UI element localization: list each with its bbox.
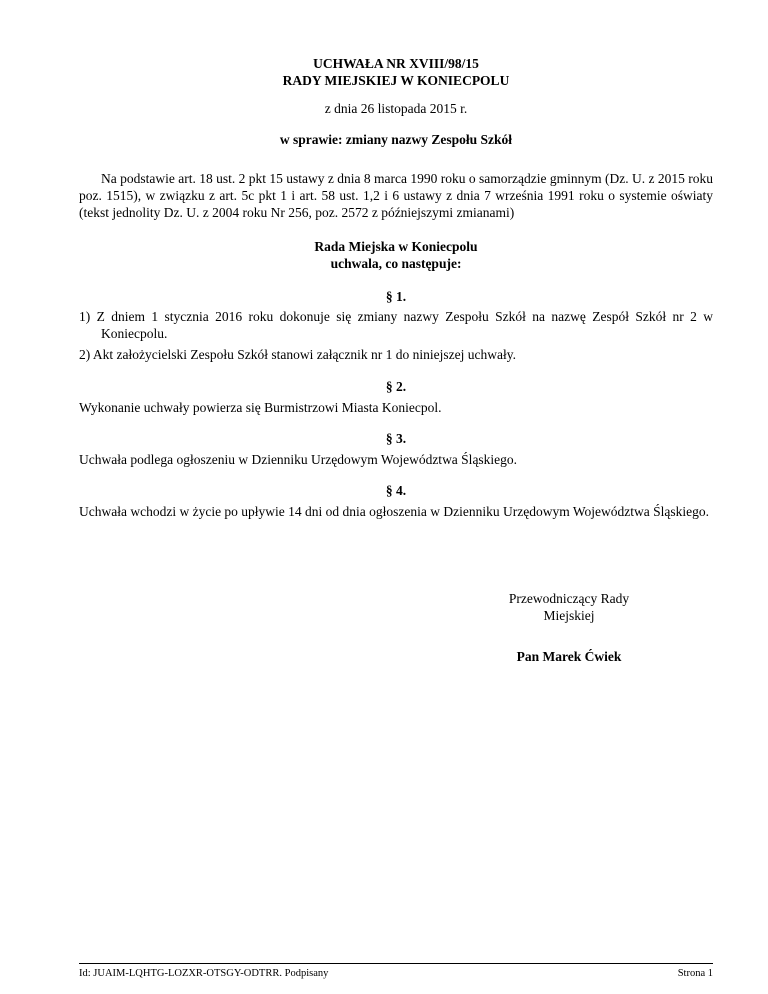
footer-page-number: Strona 1 bbox=[677, 968, 713, 979]
footer-document-id: Id: JUAIM-LQHTG-LOZXR-OTSGY-ODTRR. Podpisany bbox=[79, 968, 329, 979]
document-subject: w sprawie: zmiany nazwy Zespołu Szkół bbox=[279, 132, 513, 147]
section-2-heading: § 2. bbox=[385, 379, 407, 394]
signature-role-line-1: Przewodniczący Rady bbox=[508, 591, 630, 606]
section-1-item-1: 1) Z dniem 1 stycznia 2016 roku dokonuje się zmiany nazwy Zespołu Szkół na nazwę Zespół Szkół nr 2 w Koniecpolu. bbox=[79, 309, 713, 341]
title-line-2: RADY MIEJSKIEJ W KONIECPOLU bbox=[282, 73, 510, 88]
section-3-heading: § 3. bbox=[385, 431, 407, 446]
signature-role bbox=[479, 590, 659, 624]
section-4-text: Uchwała wchodzi w życie po upływie 14 dni od dnia ogłoszenia w Dzienniku Urzędowym Województwa Śląskiego. bbox=[79, 504, 710, 519]
section-1-heading: § 1. bbox=[385, 289, 407, 304]
document-title bbox=[79, 55, 713, 89]
signature-name: Pan Marek Ćwiek bbox=[516, 649, 622, 664]
council-resolves bbox=[79, 238, 713, 272]
document-page bbox=[79, 0, 713, 994]
section-4-heading: § 4. bbox=[385, 483, 407, 498]
council-resolves-text: uchwala, co następuje: bbox=[330, 256, 462, 271]
signature-role-line-2: Miejskiej bbox=[543, 608, 595, 623]
council-name: Rada Miejska w Koniecpolu bbox=[314, 239, 478, 254]
section-3-text: Uchwała podlega ogłoszeniu w Dzienniku Urzędowym Województwa Śląskiego. bbox=[79, 452, 518, 467]
preamble-paragraph: Na podstawie art. 18 ust. 2 pkt 15 ustawy z dnia 8 marca 1990 roku o samorządzie gminnym (Dz. U. z 2015 roku poz. 1515), w związku z art. 5c pkt 1 i art. 58 ust. 1,2 i 6 ustawy z dnia 7 września 1991 roku o systemie oświaty (tekst jednolity Dz. U. z 2004 roku Nr 256, poz. 2572 z późniejszymi zmianami) bbox=[79, 171, 713, 220]
section-1-item-2: 2) Akt założycielski Zespołu Szkół stanowi załącznik nr 1 do niniejszej uchwały. bbox=[79, 347, 517, 362]
section-2-text: Wykonanie uchwały powierza się Burmistrzowi Miasta Koniecpol. bbox=[79, 400, 442, 415]
title-line-1: UCHWAŁA NR XVIII/98/15 bbox=[313, 56, 479, 71]
document-date: z dnia 26 listopada 2015 r. bbox=[324, 101, 468, 116]
footer-divider bbox=[79, 963, 713, 964]
